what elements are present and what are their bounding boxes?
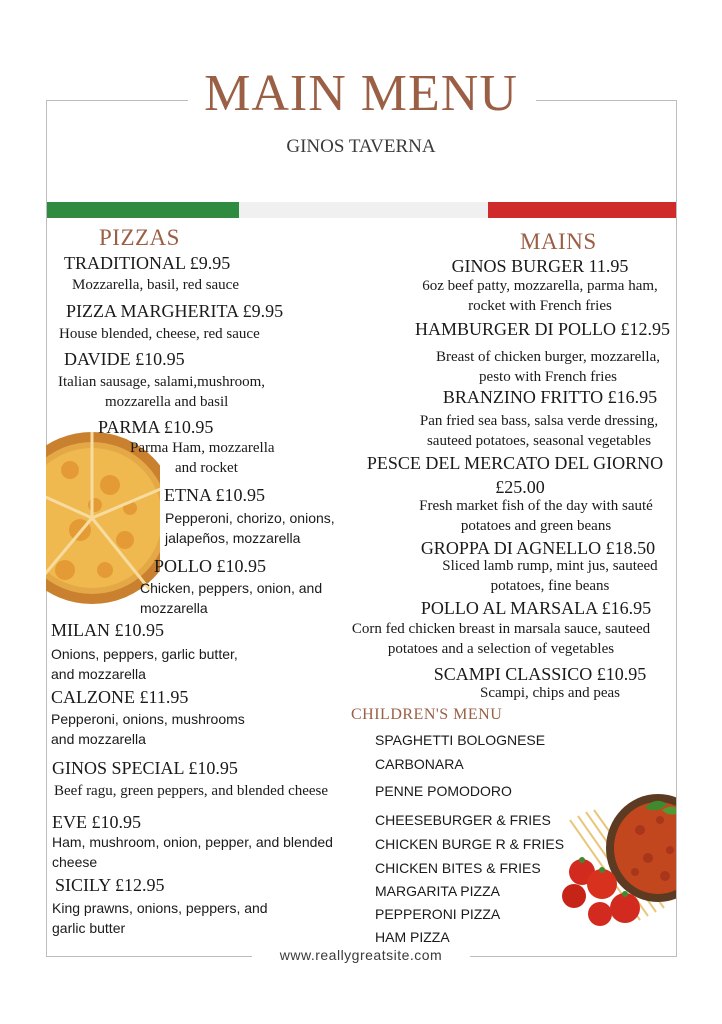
kids-item-chicken-burger-fries: CHICKEN BURGE R & FRIES: [375, 836, 565, 852]
main-hamburger-di-pollo-desc-2: pesto with French fries: [479, 369, 617, 385]
pizza-ginos-special-desc: Beef ragu, green peppers, and blended cheese: [54, 783, 329, 799]
main-groppa-di-agnello-desc-1: Sliced lamb rump, mint jus, sauteed: [442, 558, 658, 574]
flag-green-stripe: [47, 202, 239, 218]
main-pesce-desc-2: potatoes and green beans: [460, 518, 612, 534]
pizza-calzone-desc-1: Pepperoni, onions, mushrooms: [51, 711, 245, 727]
kids-item-carbonara: CARBONARA: [375, 756, 464, 772]
pizza-parma-desc-2: and rocket: [175, 460, 238, 476]
main-groppa-di-agnello-name: GROPPA DI AGNELLO £18.50: [420, 538, 656, 558]
pizza-margherita-name: PIZZA MARGHERITA £9.95: [66, 301, 284, 321]
main-scampi-classico-desc: Scampi, chips and peas: [480, 685, 620, 701]
kids-item-margarita-pizza: MARGARITA PIZZA: [375, 883, 500, 899]
main-scampi-classico-name: SCAMPI CLASSICO £10.95: [433, 664, 647, 684]
main-pollo-al-marsala-name: POLLO AL MARSALA £16.95: [420, 598, 652, 618]
pizzas-heading: PIZZAS: [99, 225, 180, 250]
pizza-milan-desc-2: and mozzarella: [51, 666, 146, 682]
pizza-parma-name: PARMA £10.95: [98, 417, 214, 437]
pizza-calzone-name: CALZONE £11.95: [51, 687, 189, 707]
kids-item-spaghetti-bolognese: SPAGHETTI BOLOGNESE: [375, 732, 546, 748]
pizza-etna-desc-1: Pepperoni, chorizo, onions,: [165, 510, 335, 526]
pizza-traditional-name: TRADITIONAL £9.95: [64, 253, 231, 273]
footer-website: www.reallygreatsite.com: [279, 947, 443, 963]
main-branzino-fritto-desc-2: sauteed potatoes, seasonal vegetables: [426, 433, 652, 449]
main-pesce-name: PESCE DEL MERCATO DEL GIORNO: [366, 453, 664, 473]
pizza-traditional-desc: Mozzarella, basil, red sauce: [72, 277, 239, 293]
pizza-milan-desc-1: Onions, peppers, garlic butter,: [51, 646, 238, 662]
pizza-eve-name: EVE £10.95: [52, 812, 141, 832]
frame-bottom-right: [470, 956, 677, 957]
pizza-etna-desc-2: jalapeños, mozzarella: [165, 530, 301, 546]
main-ginos-burger-name: GINOS BURGER 11.95: [451, 256, 629, 276]
flag-red-stripe: [488, 202, 676, 218]
main-hamburger-di-pollo-name: HAMBURGER DI POLLO £12.95: [414, 319, 670, 339]
pizza-sicily-desc-2: garlic butter: [52, 920, 126, 936]
main-pesce-desc-1: Fresh market fish of the day with sauté: [419, 498, 653, 514]
restaurant-name: GINOS TAVERNA: [286, 136, 436, 157]
frame-bottom-left: [46, 956, 252, 957]
kids-item-penne-pomodoro: PENNE POMODORO: [375, 783, 512, 799]
flag-white-stripe: [239, 202, 488, 218]
pizza-sicily-name: SICILY £12.95: [55, 875, 165, 895]
pasta-image: [540, 780, 677, 930]
main-pesce-price: £25.00: [495, 477, 545, 497]
pizza-davide-name: DAVIDE £10.95: [64, 349, 185, 369]
kids-item-ham-pizza: HAM PIZZA: [375, 929, 450, 945]
pizza-eve-desc-2: cheese: [52, 854, 98, 870]
pizza-margherita-desc: House blended, cheese, red sauce: [59, 326, 260, 342]
pizza-davide-desc-2: mozzarella and basil: [105, 394, 229, 410]
mains-heading: MAINS: [520, 229, 597, 254]
main-ginos-burger-desc-2: rocket with French fries: [468, 298, 612, 314]
pizza-pollo-desc-2: mozzarella: [140, 600, 208, 616]
main-groppa-di-agnello-desc-2: potatoes, fine beans: [490, 578, 610, 594]
pizza-pollo-name: POLLO £10.95: [154, 556, 266, 576]
main-ginos-burger-desc-1: 6oz beef patty, mozzarella, parma ham,: [422, 278, 658, 294]
pizza-ginos-special-name: GINOS SPECIAL £10.95: [52, 758, 238, 778]
main-pollo-al-marsala-desc-2: potatoes and a selection of vegetables: [387, 641, 615, 657]
main-branzino-fritto-desc-1: Pan fried sea bass, salsa verde dressing,: [419, 413, 659, 429]
pizza-parma-desc-1: Parma Ham, mozzarella: [130, 440, 275, 456]
kids-item-chicken-bites-fries: CHICKEN BITES & FRIES: [375, 860, 541, 876]
pizza-sicily-desc-1: King prawns, onions, peppers, and: [52, 900, 268, 916]
pizza-pollo-desc-1: Chicken, peppers, onion, and: [140, 580, 323, 596]
pizza-davide-desc-1: Italian sausage, salami,mushroom,: [58, 374, 266, 390]
main-hamburger-di-pollo-desc-1: Breast of chicken burger, mozzarella,: [435, 349, 661, 365]
main-branzino-fritto-name: BRANZINO FRITTO £16.95: [442, 387, 658, 407]
kids-item-pepperoni-pizza: PEPPERONI PIZZA: [375, 906, 501, 922]
kids-item-cheeseburger-fries: CHEESEBURGER & FRIES: [375, 812, 551, 828]
pizza-eve-desc-1: Ham, mushroom, onion, pepper, and blended: [52, 834, 333, 850]
page-title: MAIN MENU: [204, 65, 518, 122]
main-pollo-al-marsala-desc-1: Corn fed chicken breast in marsala sauce, sauteed: [351, 621, 651, 637]
childrens-menu-heading: CHILDREN'S MENU: [351, 706, 503, 723]
pizza-etna-name: ETNA £10.95: [164, 485, 265, 505]
pizza-milan-name: MILAN £10.95: [51, 620, 164, 640]
pizza-calzone-desc-2: and mozzarella: [51, 731, 146, 747]
